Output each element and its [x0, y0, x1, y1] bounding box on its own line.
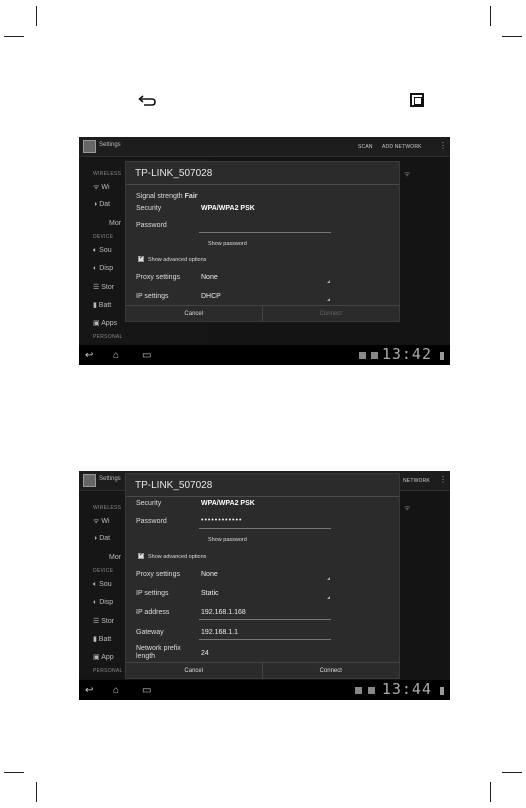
- advanced-options-checkbox[interactable]: [138, 553, 144, 559]
- password-label: Password: [136, 222, 167, 229]
- signal-strength-label: Signal strength Fair: [136, 193, 198, 200]
- sidebar-item-apps[interactable]: ▣ Apps: [93, 320, 118, 327]
- notification-icon: [368, 687, 375, 694]
- cancel-button[interactable]: Cancel: [126, 306, 263, 322]
- sidebar-header-wireless: WIRELESS: [93, 171, 122, 177]
- ip-address-input[interactable]: 192.168.1.168: [201, 609, 246, 616]
- crop-mark: [490, 6, 491, 26]
- dialog-title-divider: [126, 496, 399, 497]
- home-nav-icon[interactable]: ⌂: [113, 350, 120, 361]
- password-input[interactable]: [201, 220, 333, 230]
- sidebar-item-storage[interactable]: ☰ Stor: [93, 284, 115, 291]
- spinner-indicator-icon: [327, 577, 330, 580]
- add-network-button[interactable]: ADD NETWORK: [382, 144, 422, 150]
- connect-button[interactable]: Connect: [319, 311, 342, 317]
- storage-icon: ☰: [93, 284, 102, 291]
- network-prefix-label: Network prefix length: [136, 645, 181, 660]
- data-usage-icon: ◑: [93, 535, 100, 542]
- wifi-icon: ᯤ: [93, 518, 102, 525]
- connect-button[interactable]: Connect: [319, 668, 342, 674]
- spinner-indicator-icon: [327, 596, 330, 599]
- storage-icon: ☰: [93, 618, 102, 625]
- security-label: Security: [136, 205, 162, 212]
- crop-mark: [4, 36, 24, 37]
- crop-mark: [36, 782, 37, 802]
- battery-icon: ▮: [93, 302, 99, 309]
- system-nav-bar: [79, 680, 450, 700]
- sidebar-header-personal: PERSONAL: [93, 668, 123, 674]
- battery-status-icon: [440, 352, 444, 360]
- proxy-settings-label: Proxy settings: [136, 274, 180, 281]
- sound-icon: 🔈︎: [93, 247, 100, 254]
- sidebar-item-apps[interactable]: ▣ App: [93, 654, 114, 661]
- display-icon: ◐: [93, 599, 100, 606]
- display-icon: ◐: [93, 265, 100, 272]
- app-title: Settings: [99, 476, 121, 482]
- wifi-signal-icon: ᯤ: [404, 171, 411, 178]
- gateway-underline: [199, 639, 331, 640]
- data-usage-icon: ◑: [93, 201, 100, 208]
- sidebar-item-data[interactable]: ◑ Dat: [93, 201, 111, 208]
- dialog-title-divider: [126, 184, 399, 185]
- sidebar-item-display[interactable]: ◐ Disp: [93, 265, 114, 272]
- sidebar-item-more[interactable]: Mor: [109, 554, 122, 561]
- proxy-settings-select[interactable]: None: [201, 274, 218, 281]
- sidebar-header-wireless: WIRELESS: [93, 505, 122, 511]
- ip-address-underline: [199, 619, 331, 620]
- wifi-connect-dialog: [125, 161, 400, 322]
- recent-apps-icon[interactable]: ▭: [142, 685, 152, 696]
- wifi-signal-icon: ᯤ: [404, 505, 411, 512]
- battery-icon: ▮: [93, 636, 99, 643]
- crop-mark: [490, 782, 491, 802]
- password-underline: [199, 528, 331, 529]
- back-arrow-icon: [138, 95, 156, 107]
- sidebar-item-wifi[interactable]: ᯤ Wi: [93, 518, 110, 525]
- sidebar-header-device: DEVICE: [93, 568, 114, 574]
- sidebar-item-sound[interactable]: 🔈︎ Sou: [93, 247, 112, 254]
- action-bar: [79, 137, 450, 157]
- dialog-button-bar: [126, 662, 399, 678]
- spinner-indicator-icon: [327, 280, 330, 283]
- apps-icon: ▣: [93, 320, 102, 327]
- password-label: Password: [136, 518, 167, 525]
- proxy-settings-select[interactable]: None: [201, 571, 218, 578]
- dialog-title: TP-LINK_507028: [135, 480, 213, 491]
- overflow-menu-icon[interactable]: ⋮: [439, 475, 447, 484]
- settings-app-icon: [83, 140, 96, 153]
- wifi-icon: ᯤ: [93, 184, 102, 191]
- home-nav-icon[interactable]: ⌂: [113, 685, 120, 696]
- status-clock: 13:44: [381, 680, 432, 698]
- overflow-menu-icon[interactable]: ⋮: [439, 141, 447, 150]
- sidebar-item-sound[interactable]: 🔈︎ Sou: [93, 581, 112, 588]
- screenshot-icon: [355, 687, 362, 694]
- spinner-indicator-icon: [327, 298, 330, 301]
- recent-apps-icon[interactable]: ▭: [142, 350, 152, 361]
- gateway-input[interactable]: 192.168.1.1: [201, 629, 238, 636]
- ip-settings-label: IP settings: [136, 590, 169, 597]
- screenshot-icon: [371, 352, 378, 359]
- sidebar-item-wifi[interactable]: ᯤ Wi: [93, 184, 110, 191]
- apps-icon: ▣: [93, 654, 102, 661]
- status-clock: 13:42: [381, 345, 432, 363]
- dialog-button-bar: [126, 305, 399, 321]
- sidebar-item-display[interactable]: ◐ Disp: [93, 599, 114, 606]
- battery-status-icon: [440, 687, 444, 695]
- security-value: WPA/WPA2 PSK: [201, 500, 255, 507]
- crop-mark: [36, 6, 37, 26]
- add-network-button[interactable]: NETWORK: [403, 478, 430, 484]
- security-value: WPA/WPA2 PSK: [201, 205, 255, 212]
- password-underline: [199, 232, 331, 233]
- ip-settings-select[interactable]: DHCP: [201, 293, 221, 300]
- advanced-options-label: Show advanced options: [148, 257, 207, 263]
- advanced-options-checkbox[interactable]: [138, 256, 144, 262]
- show-password-checkbox-label[interactable]: Show password: [208, 537, 247, 543]
- crop-mark: [502, 772, 522, 773]
- screenshot-wifi-dialog-dhcp: [79, 137, 450, 365]
- security-label: Security: [136, 500, 162, 507]
- sidebar-item-storage[interactable]: ☰ Stor: [93, 618, 115, 625]
- crop-mark: [502, 36, 522, 37]
- ip-settings-label: IP settings: [136, 293, 169, 300]
- proxy-settings-label: Proxy settings: [136, 571, 180, 578]
- cancel-button[interactable]: Cancel: [126, 663, 263, 679]
- network-prefix-input[interactable]: 24: [201, 650, 209, 657]
- scan-button[interactable]: SCAN: [358, 144, 373, 150]
- sidebar-header-personal: PERSONAL: [93, 334, 123, 340]
- sidebar-item-battery[interactable]: ▮ Batt: [93, 636, 112, 643]
- sidebar-item-more[interactable]: Mor: [109, 220, 122, 227]
- square-home-icon: [410, 93, 424, 107]
- system-nav-bar: [79, 345, 450, 365]
- gateway-label: Gateway: [136, 629, 164, 636]
- advanced-options-label: Show advanced options: [148, 554, 207, 560]
- notification-icon: [359, 352, 366, 359]
- password-input[interactable]: ••••••••••••: [201, 517, 243, 524]
- sidebar-header-device: DEVICE: [93, 234, 114, 240]
- show-password-checkbox-label[interactable]: Show password: [208, 241, 247, 247]
- sound-icon: 🔈︎: [93, 581, 100, 588]
- ip-address-label: IP address: [136, 609, 170, 616]
- sidebar-item-data[interactable]: ◑ Dat: [93, 535, 111, 542]
- dialog-title: TP-LINK_507028: [135, 168, 213, 179]
- settings-app-icon: [83, 474, 96, 487]
- crop-mark: [4, 772, 24, 773]
- screenshot-wifi-dialog-static: [79, 471, 450, 700]
- app-title: Settings: [99, 142, 121, 148]
- sidebar-item-battery[interactable]: ▮ Batt: [93, 302, 112, 309]
- ip-settings-select[interactable]: Static: [201, 590, 219, 597]
- back-nav-icon[interactable]: ↩: [85, 350, 94, 361]
- wifi-connect-dialog: [125, 473, 400, 679]
- signal-strength-value: Fair: [184, 193, 198, 200]
- back-nav-icon[interactable]: ↩: [85, 685, 94, 696]
